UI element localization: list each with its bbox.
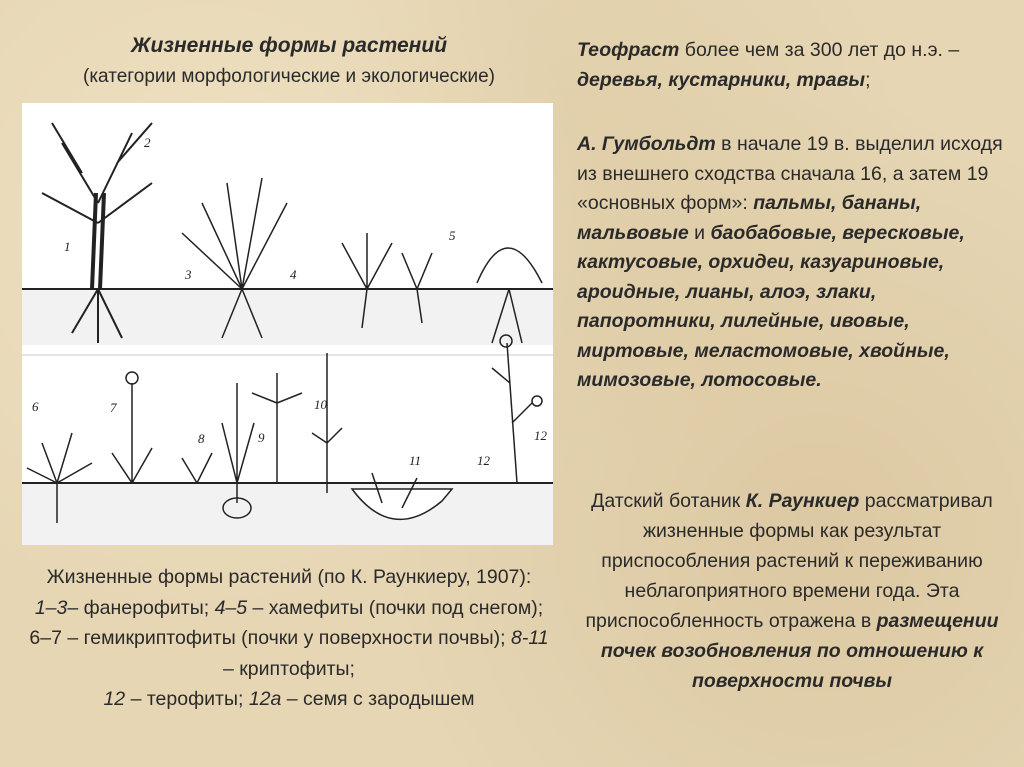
label-2: 2 (144, 135, 151, 150)
humboldt-forms-2: баобабовые, вересковые, кактусовые, орхидеи, казуариновые, ароидные, лианы, алоэ, злаки, папоротники, лилейные, ивовые, миртовые, меластомовые, хвойные, мимозовые, лотосовые. (577, 221, 965, 391)
humboldt-paragraph (577, 130, 1007, 396)
caption-seed-num: 12а (248, 688, 282, 710)
raunkiaer-name: К. Раункиер (745, 490, 860, 512)
theophrastus-forms: деревья, кустарники, травы (577, 68, 866, 91)
caption-phanerophytes-range: 1–3 (34, 596, 68, 619)
slide-title: Жизненные формы растений (130, 34, 448, 57)
theophrastus-text: более чем за 300 лет до н.э. – (679, 39, 960, 61)
label-1: 1 (64, 239, 71, 254)
raunkiaer-pre: Датский ботаник (591, 490, 746, 512)
label-3: 3 (185, 267, 192, 282)
label-4: 4 (290, 267, 297, 282)
caption-chamaephytes: – хамефиты (почки под снегом); 6–7 – гемикриптофиты (почки у поверхности почвы); (29, 596, 544, 649)
caption-chamaephytes-range: 4–5 (214, 596, 248, 619)
raunkiaer-paragraph (572, 486, 1012, 696)
caption-line1: Жизненные формы растений (по К. Раункиеру, 1907): (46, 566, 532, 588)
slide-subtitle: (категории морфологические и экологические) (83, 66, 495, 87)
life-forms-illustration (22, 103, 553, 545)
caption-cryptophytes: – криптофиты; (223, 657, 355, 680)
caption-phanerophytes: – фанерофиты; (67, 596, 215, 619)
caption-seed: – семя с зародышем (281, 688, 475, 710)
plant-10-reed (312, 353, 342, 493)
lower-soil (22, 483, 553, 545)
label-10: 10 (314, 397, 327, 412)
caption-therophytes: – терофиты; (125, 688, 249, 710)
label-5: 5 (449, 228, 456, 243)
theophrastus-name: Теофраст (577, 39, 680, 61)
raunkiaer-emphasis: размещении почек возобновления по отношению к поверхности почвы (600, 610, 999, 692)
plant-7-herb (112, 372, 152, 483)
humboldt-name: А. Гумбольдт (577, 133, 716, 155)
figure-caption (24, 562, 554, 715)
label-11: 11 (409, 453, 422, 468)
label-9: 9 (258, 430, 265, 445)
label-8: 8 (198, 431, 205, 446)
raunkiaer-text: рассматривал жизненные формы как результат приспособления растений к переживанию неблагоприятного времени года. Эта приспособленность отражена в (585, 490, 993, 632)
label-12-ground: 12 (477, 453, 490, 468)
caption-therophytes-num: 12 (103, 688, 126, 710)
humboldt-and: и (688, 221, 711, 244)
theophrastus-end: ; (865, 68, 871, 91)
plant-8-herb (182, 453, 212, 483)
humboldt-forms-1: пальмы, бананы, мальвовые (577, 192, 922, 244)
label-12: 12 (534, 428, 547, 443)
plant-12-annual (492, 335, 542, 483)
theophrastus-paragraph (577, 36, 1007, 95)
plant-9b-herb (252, 373, 302, 483)
label-7: 7 (110, 400, 117, 415)
label-6: 6 (32, 399, 39, 414)
humboldt-text: в начале 19 в. выделил исходя из внешнего сходства сначала 16, а затем 19 «основных форм»: (577, 133, 1003, 214)
caption-cryptophytes-range: 8-11 (510, 627, 549, 649)
